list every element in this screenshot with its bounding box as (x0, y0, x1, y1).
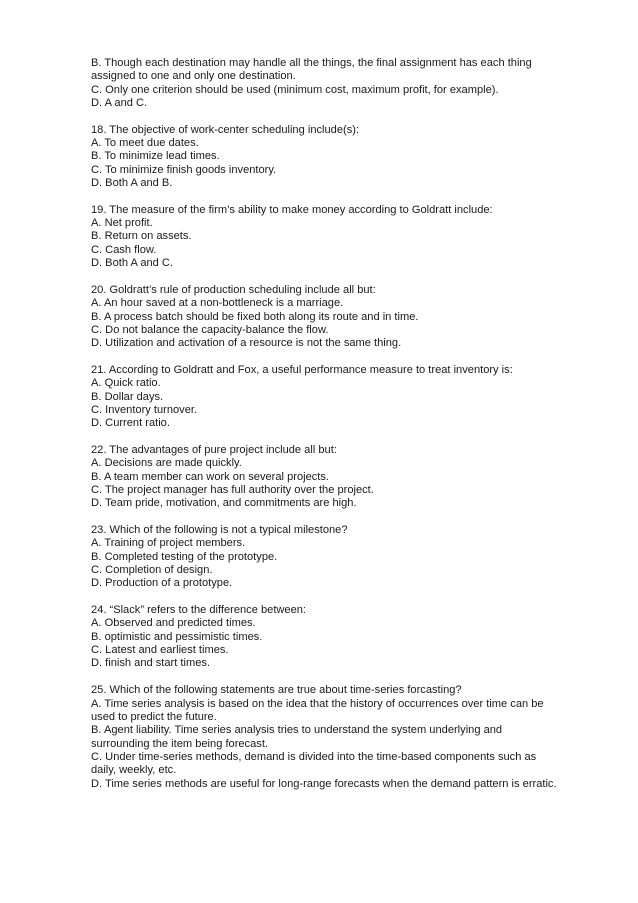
answer-option-continuation: surrounding the item being forecast. (91, 737, 268, 750)
answer-option: A. An hour saved at a non-bottleneck is a marriage. (91, 297, 344, 310)
answer-option-continuation: used to predict the future. (91, 710, 217, 723)
question-23 (91, 524, 591, 591)
answer-option: C. Latest and earliest times. (91, 644, 229, 657)
answer-option: C. Do not balance the capacity-balance the flow. (91, 323, 329, 336)
question-text: 18. The objective of work-center scheduling include(s): (91, 123, 360, 136)
answer-option: D. Utilization and activation of a resource is not the same thing. (91, 337, 402, 350)
answer-option: D. Time series methods are useful for long-range forecasts when the demand pattern is erratic. (91, 777, 557, 790)
question-18 (91, 124, 591, 191)
document-body (91, 57, 591, 804)
answer-option: A. Training of project members. (91, 537, 246, 550)
answer-option: A. Observed and predicted times. (91, 617, 256, 630)
answer-option: C. Only one criterion should be used (minimum cost, maximum profit, for example). (91, 83, 499, 96)
answer-option: D. Both A and C. (91, 257, 174, 270)
question-25 (91, 684, 591, 791)
text-line: assigned to one and only one destination. (91, 70, 296, 83)
question-text: 19. The measure of the firm’s ability to make money according to Goldratt include: (91, 203, 493, 216)
answer-option: B. To minimize lead times. (91, 150, 220, 163)
answer-option: A. Quick ratio. (91, 377, 161, 390)
answer-option: D. Team pride, motivation, and commitments are high. (91, 497, 357, 510)
answer-option: A. Decisions are made quickly. (91, 457, 242, 470)
question-text: 22. The advantages of pure project include all but: (91, 443, 337, 456)
answer-option: B. Completed testing of the prototype. (91, 550, 278, 563)
answer-option: D. Both A and B. (91, 177, 173, 190)
question-24 (91, 604, 591, 671)
answer-option: B. optimistic and pessimistic times. (91, 630, 263, 643)
question-text: 25. Which of the following statements are true about time-series forcasting? (91, 684, 462, 697)
text-line: B. Though each destination may handle all the things, the final assignment has each thing (91, 57, 532, 69)
question-text: 21. According to Goldratt and Fox, a useful performance measure to treat inventory is: (91, 363, 513, 376)
question-20 (91, 284, 591, 351)
answer-option: C. To minimize finish goods inventory. (91, 163, 277, 176)
question-22 (91, 444, 591, 511)
question-17-continuation (91, 57, 591, 110)
question-21 (91, 364, 591, 431)
answer-option-continuation: daily, weekly, etc. (91, 764, 177, 777)
answer-option: C. Completion of design. (91, 564, 213, 577)
answer-option: D. finish and start times. (91, 657, 210, 670)
answer-option: B. A process batch should be fixed both along its route and in time. (91, 310, 419, 323)
answer-option: B. Return on assets. (91, 230, 192, 243)
answer-option: C. Cash flow. (91, 243, 157, 256)
answer-option: D. Current ratio. (91, 417, 170, 430)
answer-option: A. To meet due dates. (91, 137, 199, 150)
answer-option: B. Agent liability. Time series analysis tries to understand the system underlying and (91, 724, 503, 737)
answer-option: D. A and C. (91, 97, 148, 110)
question-text: 20. Goldratt’s rule of production scheduling include all but: (91, 283, 376, 296)
answer-option: B. Dollar days. (91, 390, 164, 403)
answer-option: C. Under time-series methods, demand is divided into the time-based components such as (91, 750, 537, 763)
answer-option: B. A team member can work on several projects. (91, 470, 330, 483)
answer-option: D. Production of a prototype. (91, 577, 233, 590)
question-19 (91, 204, 591, 271)
answer-option: A. Net profit. (91, 217, 153, 230)
answer-option: C. Inventory turnover. (91, 403, 198, 416)
question-text: 24. “Slack” refers to the difference between: (91, 604, 307, 617)
question-text: 23. Which of the following is not a typical milestone? (91, 524, 348, 537)
answer-option: C. The project manager has full authority over the project. (91, 484, 374, 496)
answer-option: A. Time series analysis is based on the idea that the history of occurrences over time can be (91, 697, 544, 710)
